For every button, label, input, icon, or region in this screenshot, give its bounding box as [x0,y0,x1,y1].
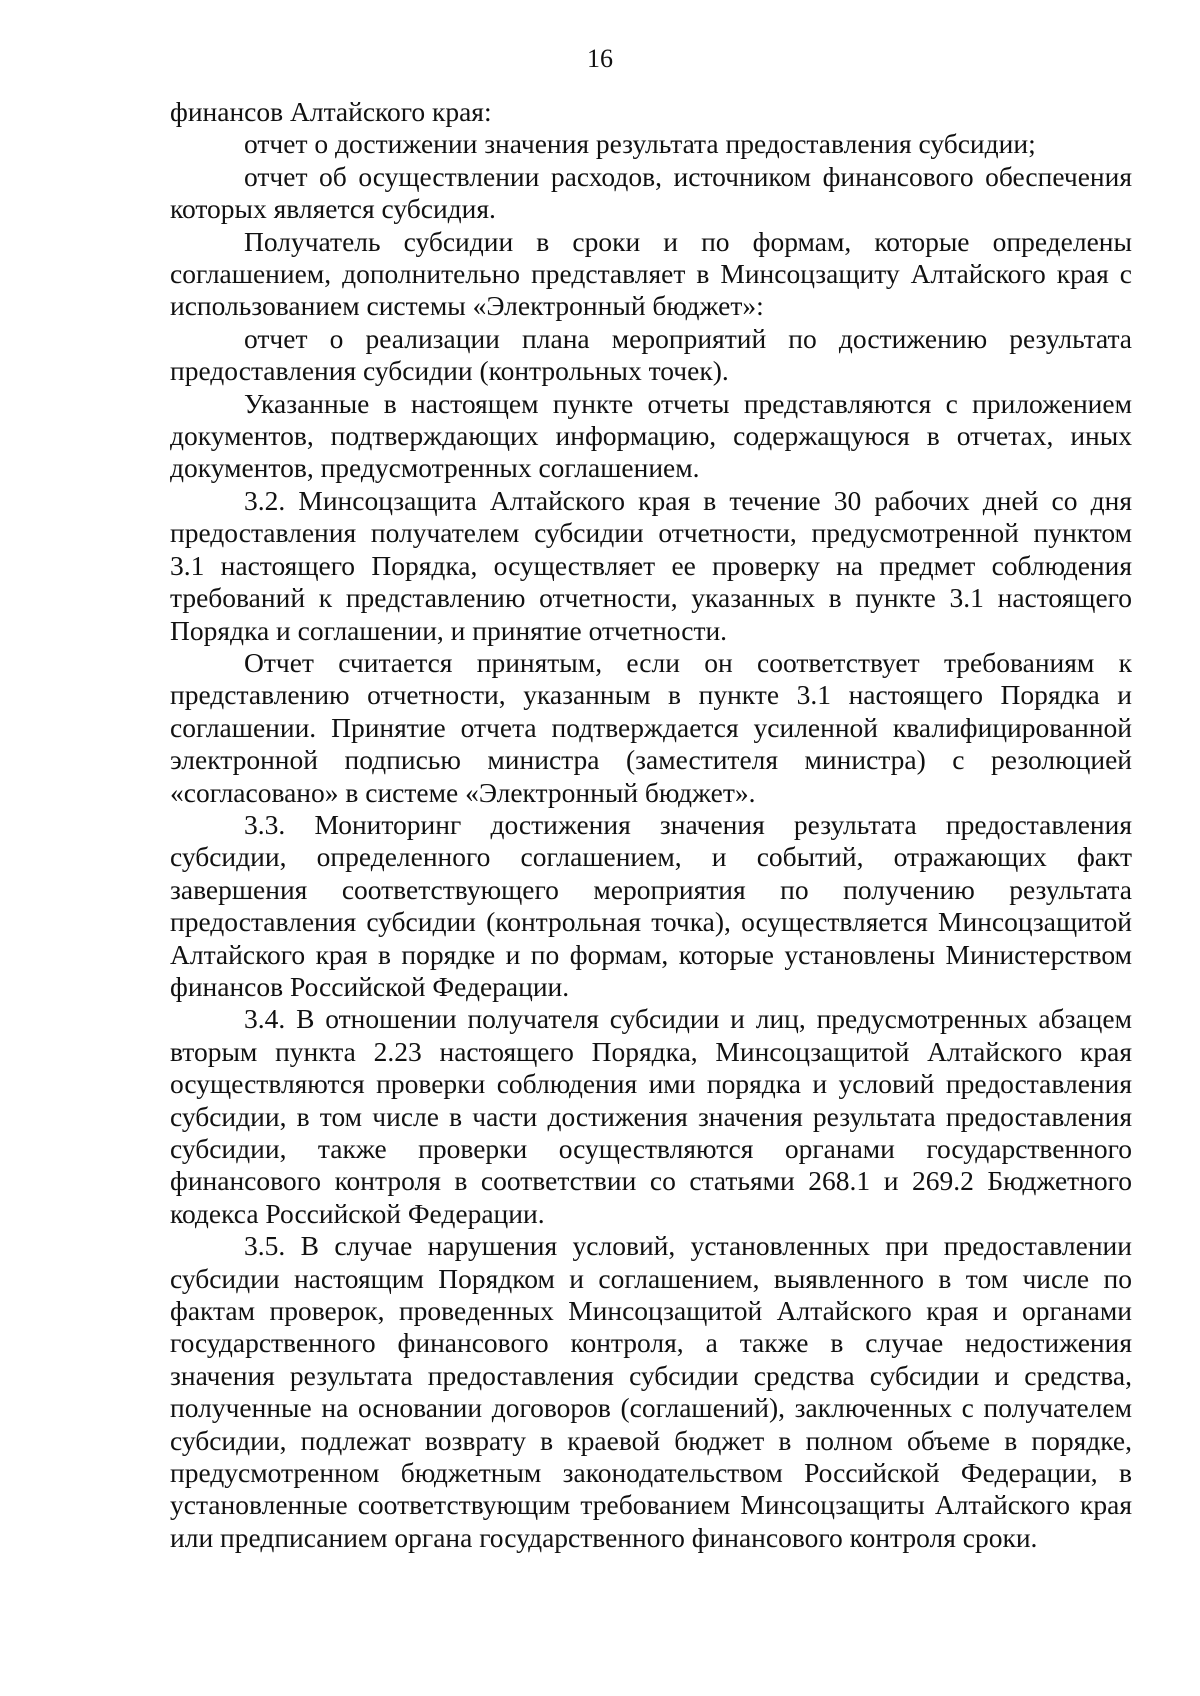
paragraph-report-attachments: Указанные в настоящем пункте отчеты представляются с приложением документов, подтверждающих информацию, содержащуюся в отчетах, иных документов, предусмотренных соглашением. [170,387,1132,484]
document-body [170,96,1132,1554]
paragraph-report-expenses: отчет об осуществлении расходов, источником финансового обеспечения которых является субсидия. [170,160,1132,225]
paragraph-3-5: 3.5. В случае нарушения условий, установленных при предоставлении субсидии настоящим Порядком и соглашением, выявленного в том числе по фактам проверок, проведенных Минсоцзащитой Алтайского края и органами государственного финансового контроля, а также в случае недостижения значения результата предоставления субсидии средства субсидии и средства, полученные на основании договоров (соглашений), заключенных с получателем субсидии, подлежат возврату в краевой бюджет в полном объеме в порядке, предусмотренном бюджетным законодательством Российской Федерации, в установленные соответствующим требованием Минсоцзащиты Алтайского края или предписанием органа государственного финансового контроля сроки. [170,1230,1132,1553]
paragraph-3-4: 3.4. В отношении получателя субсидии и лиц, предусмотренных абзацем вторым пункта 2.23 настоящего Порядка, Минсоцзащитой Алтайского края осуществляются проверки соблюдения ими порядка и условий предоставления субсидии, в том числе в части достижения значения результата предоставления субсидии, также проверки осуществляются органами государственного финансового контроля в соответствии со статьями 268.1 и 269.2 Бюджетного кодекса Российской Федерации. [170,1003,1132,1229]
paragraph-3-2: 3.2. Минсоцзащита Алтайского края в течение 30 рабочих дней со дня предоставления получателем субсидии отчетности, предусмотренной пунктом 3.1 настоящего Порядка, осуществляет ее проверку на предмет соблюдения требований к представлению отчетности, указанных в пункте 3.1 настоящего Порядка и соглашении, и принятие отчетности. [170,484,1132,646]
paragraph-continuation: финансов Алтайского края: [170,96,492,127]
paragraph-report-result: отчет о достижении значения результата предоставления субсидии; [244,128,1036,160]
page-number: 16 [587,44,613,73]
paragraph-recipient-reports: Получатель субсидии в сроки и по формам, которые определены соглашением, дополнительно представляет в Минсоцзащиту Алтайского края с использованием системы «Электронный бюджет»: [170,225,1132,322]
paragraph-3-3: 3.3. Мониторинг достижения значения результата предоставления субсидии, определенного соглашением, и событий, отражающих факт завершения соответствующего мероприятия по получению результата предоставления субсидии (контрольная точка), осуществляется Минсоцзащитой Алтайского края в порядке и по формам, которые установлены Министерством финансов Российской Федерации. [170,808,1132,1002]
paragraph-report-accepted: Отчет считается принятым, если он соответствует требованиям к представлению отчетности, указанным в пункте 3.1 настоящего Порядка и соглашении. Принятие отчета подтверждается усиленной квалифицированной электронной подписью министра (заместителя министра) с резолюцией «согласовано» в системе «Электронный бюджет». [170,646,1132,808]
paragraph-report-plan: отчет о реализации плана мероприятий по достижению результата предоставления субсидии (контрольных точек). [170,322,1132,387]
